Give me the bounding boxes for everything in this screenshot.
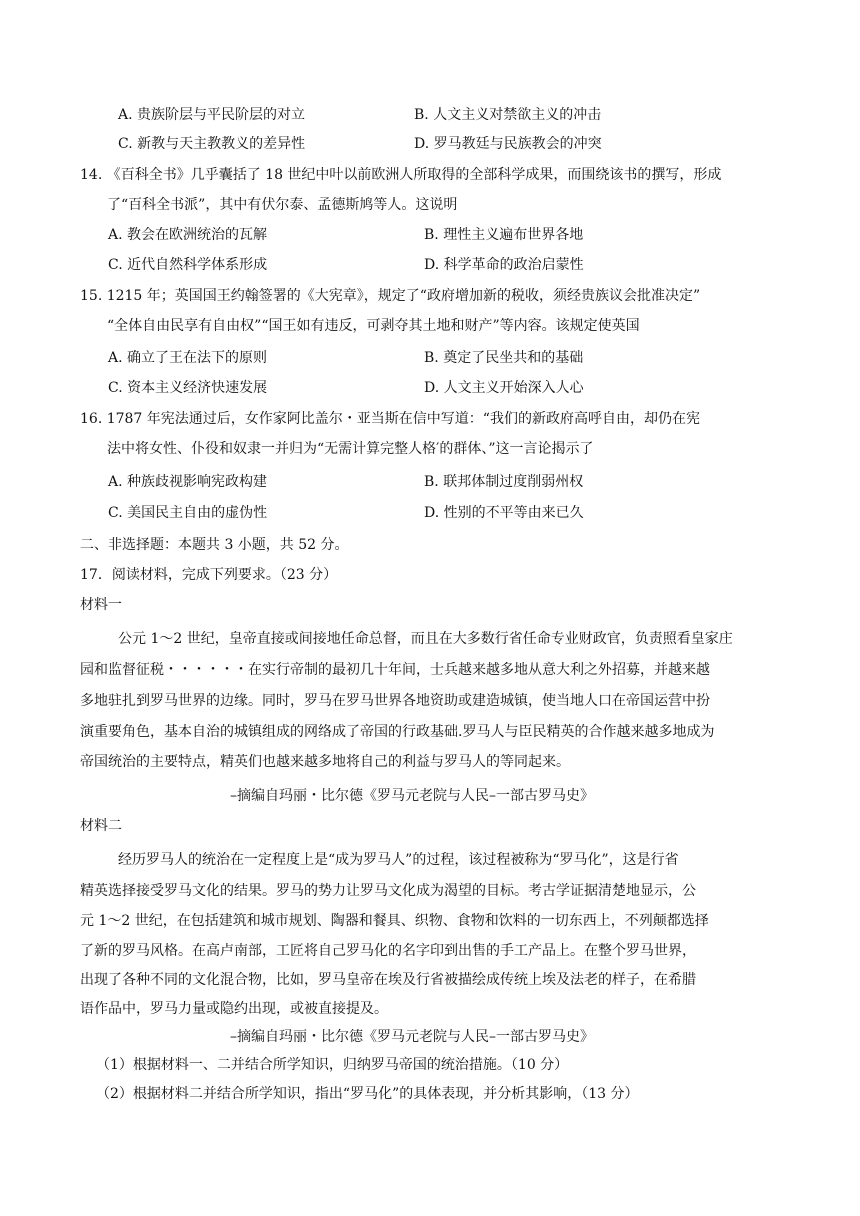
material-1-line-1: 公元 1～2 世纪，皇帝直接或间接地任命总督，而且在大多数行省任命专业财政官，负责照看皇家庄 [118, 631, 733, 647]
material-2-line-2: 精英选择接受罗马文化的结果。罗马的势力让罗马文化成为渴望的目标。考古学证据清楚地显示，公 [80, 883, 696, 899]
q13-option-d: D. 罗马教廷与民族教会的冲突 [414, 136, 602, 152]
material-2-line-5: 出现了各种不同的文化混合物，比如，罗马皇帝在埃及行省被描绘成传统上埃及法老的样子，在希腊 [80, 972, 696, 988]
q15-option-b: B. 奠定了民坐共和的基础 [424, 350, 584, 366]
material-2-label: 材料二 [80, 818, 122, 834]
q15-stem-line-1: 15. 1215 年；英国国王约翰签署的《大宪章》，规定了“政府增加新的税收，须经贵族议会批准决定” [80, 288, 701, 304]
material-2-source: –摘编自玛丽・比尔德《罗马元老院与人民–一部古罗马史》 [230, 1029, 594, 1045]
q14-option-d: D. 科学革命的政治启蒙性 [424, 257, 584, 273]
material-2-line-3: 元 1～2 世纪，在包括建筑和城市规划、陶器和餐具、织物、食物和饮料的一切东西上，不列颠都选择 [80, 913, 709, 929]
q15-option-a: A. 确立了王在法下的原则 [108, 350, 268, 366]
q16-option-a: A. 种族歧视影响宪政构建 [108, 474, 268, 490]
q15-stem-line-2: “全体自由民享有自由权”“国王如有违反，可剥夺其土地和财产”等内容。该规定使英国 [107, 318, 640, 334]
q17-title: 17．阅读材料，完成下列要求。（23 分） [80, 567, 338, 583]
q15-option-d: D. 人文主义开始深入人心 [424, 380, 584, 396]
q14-option-a: A. 教会在欧洲统治的瓦解 [108, 227, 268, 243]
q16-option-d: D. 性别的不平等由来已久 [424, 505, 584, 521]
material-1-line-5: 帝国统治的主要特点，精英们也越来越多地将自己的利益与罗马人的等同起来。 [80, 754, 570, 770]
q16-option-c: C. 美国民主自由的虚伪性 [108, 505, 268, 521]
material-1-label: 材料一 [80, 597, 122, 613]
material-1-line-4: 演重要角色，基本自治的城镇组成的网络成了帝国的行政基础.罗马人与臣民精英的合作越来越多地成为 [80, 724, 715, 740]
q16-stem-line-2: 法中将女性、仆役和奴隶一并归为“无需计算完整人格′的群体、”这一言论揭示了 [107, 441, 594, 457]
material-2-line-1: 经历罗马人的统治在一定程度上是“成为罗马人”的过程，该过程被称为“罗马化”，这是行省 [118, 852, 679, 868]
q17-subquestion-2: （2）根据材料二并结合所学知识，指出“罗马化”的具体表现，并分析其影响，（13 分） [96, 1086, 639, 1102]
q13-option-c: C. 新教与天主教教义的差异性 [118, 136, 306, 152]
material-2-line-6: 语作品中，罗马力量或隐约出现，或被直接提及。 [80, 1001, 388, 1017]
material-1-line-3: 多地驻扎到罗马世界的边缘。同时，罗马在罗马世界各地资助或建造城镇，使当地人口在帝国运营中扮 [80, 693, 710, 709]
q16-option-b: B. 联邦体制过度削弱州权 [424, 474, 584, 490]
q14-stem-line-2: 了“百科全书派”，其中有伏尔泰、孟德斯鸠等人。这说明 [107, 197, 458, 213]
section-2-heading: 二、非选择题：本题共 3 小题，共 52 分。 [80, 537, 349, 553]
q14-stem-line-1: 14. 《百科全书》几乎囊括了 18 世纪中叶以前欧洲人所取得的全部科学成果，而围绕该书的撰写，形成 [80, 167, 722, 183]
q14-option-c: C. 近代自然科学体系形成 [108, 257, 268, 273]
material-2-line-4: 了新的罗马风格。在高卢南部，工匠将自己罗马化的名字印到出售的手工产品上。在整个罗马世界， [80, 943, 696, 959]
q14-option-b: B. 理性主义遍布世界各地 [424, 227, 584, 243]
q17-subquestion-1: （1）根据材料一、二并结合所学知识，归纳罗马帝国的统治措施。（10 分） [96, 1057, 569, 1073]
material-1-line-2: 园和监督征税・・・・・・在实行帝制的最初几十年间，士兵越来越多地从意大利之外招募，并越来越 [80, 662, 710, 678]
material-1-source: –摘编自玛丽・比尔德《罗马元老院与人民–一部古罗马史》 [230, 788, 594, 804]
q13-option-a: A. 贵族阶层与平民阶层的对立 [118, 107, 306, 123]
q16-stem-line-1: 16. 1787 年宪法通过后，女作家阿比盖尔・亚当斯在信中写道：“我们的新政府高呼自由，却仍在宪 [80, 411, 700, 427]
q15-option-c: C. 资本主义经济快速发展 [108, 380, 268, 396]
q13-option-b: B. 人文主义对禁欲主义的冲击 [414, 107, 602, 123]
